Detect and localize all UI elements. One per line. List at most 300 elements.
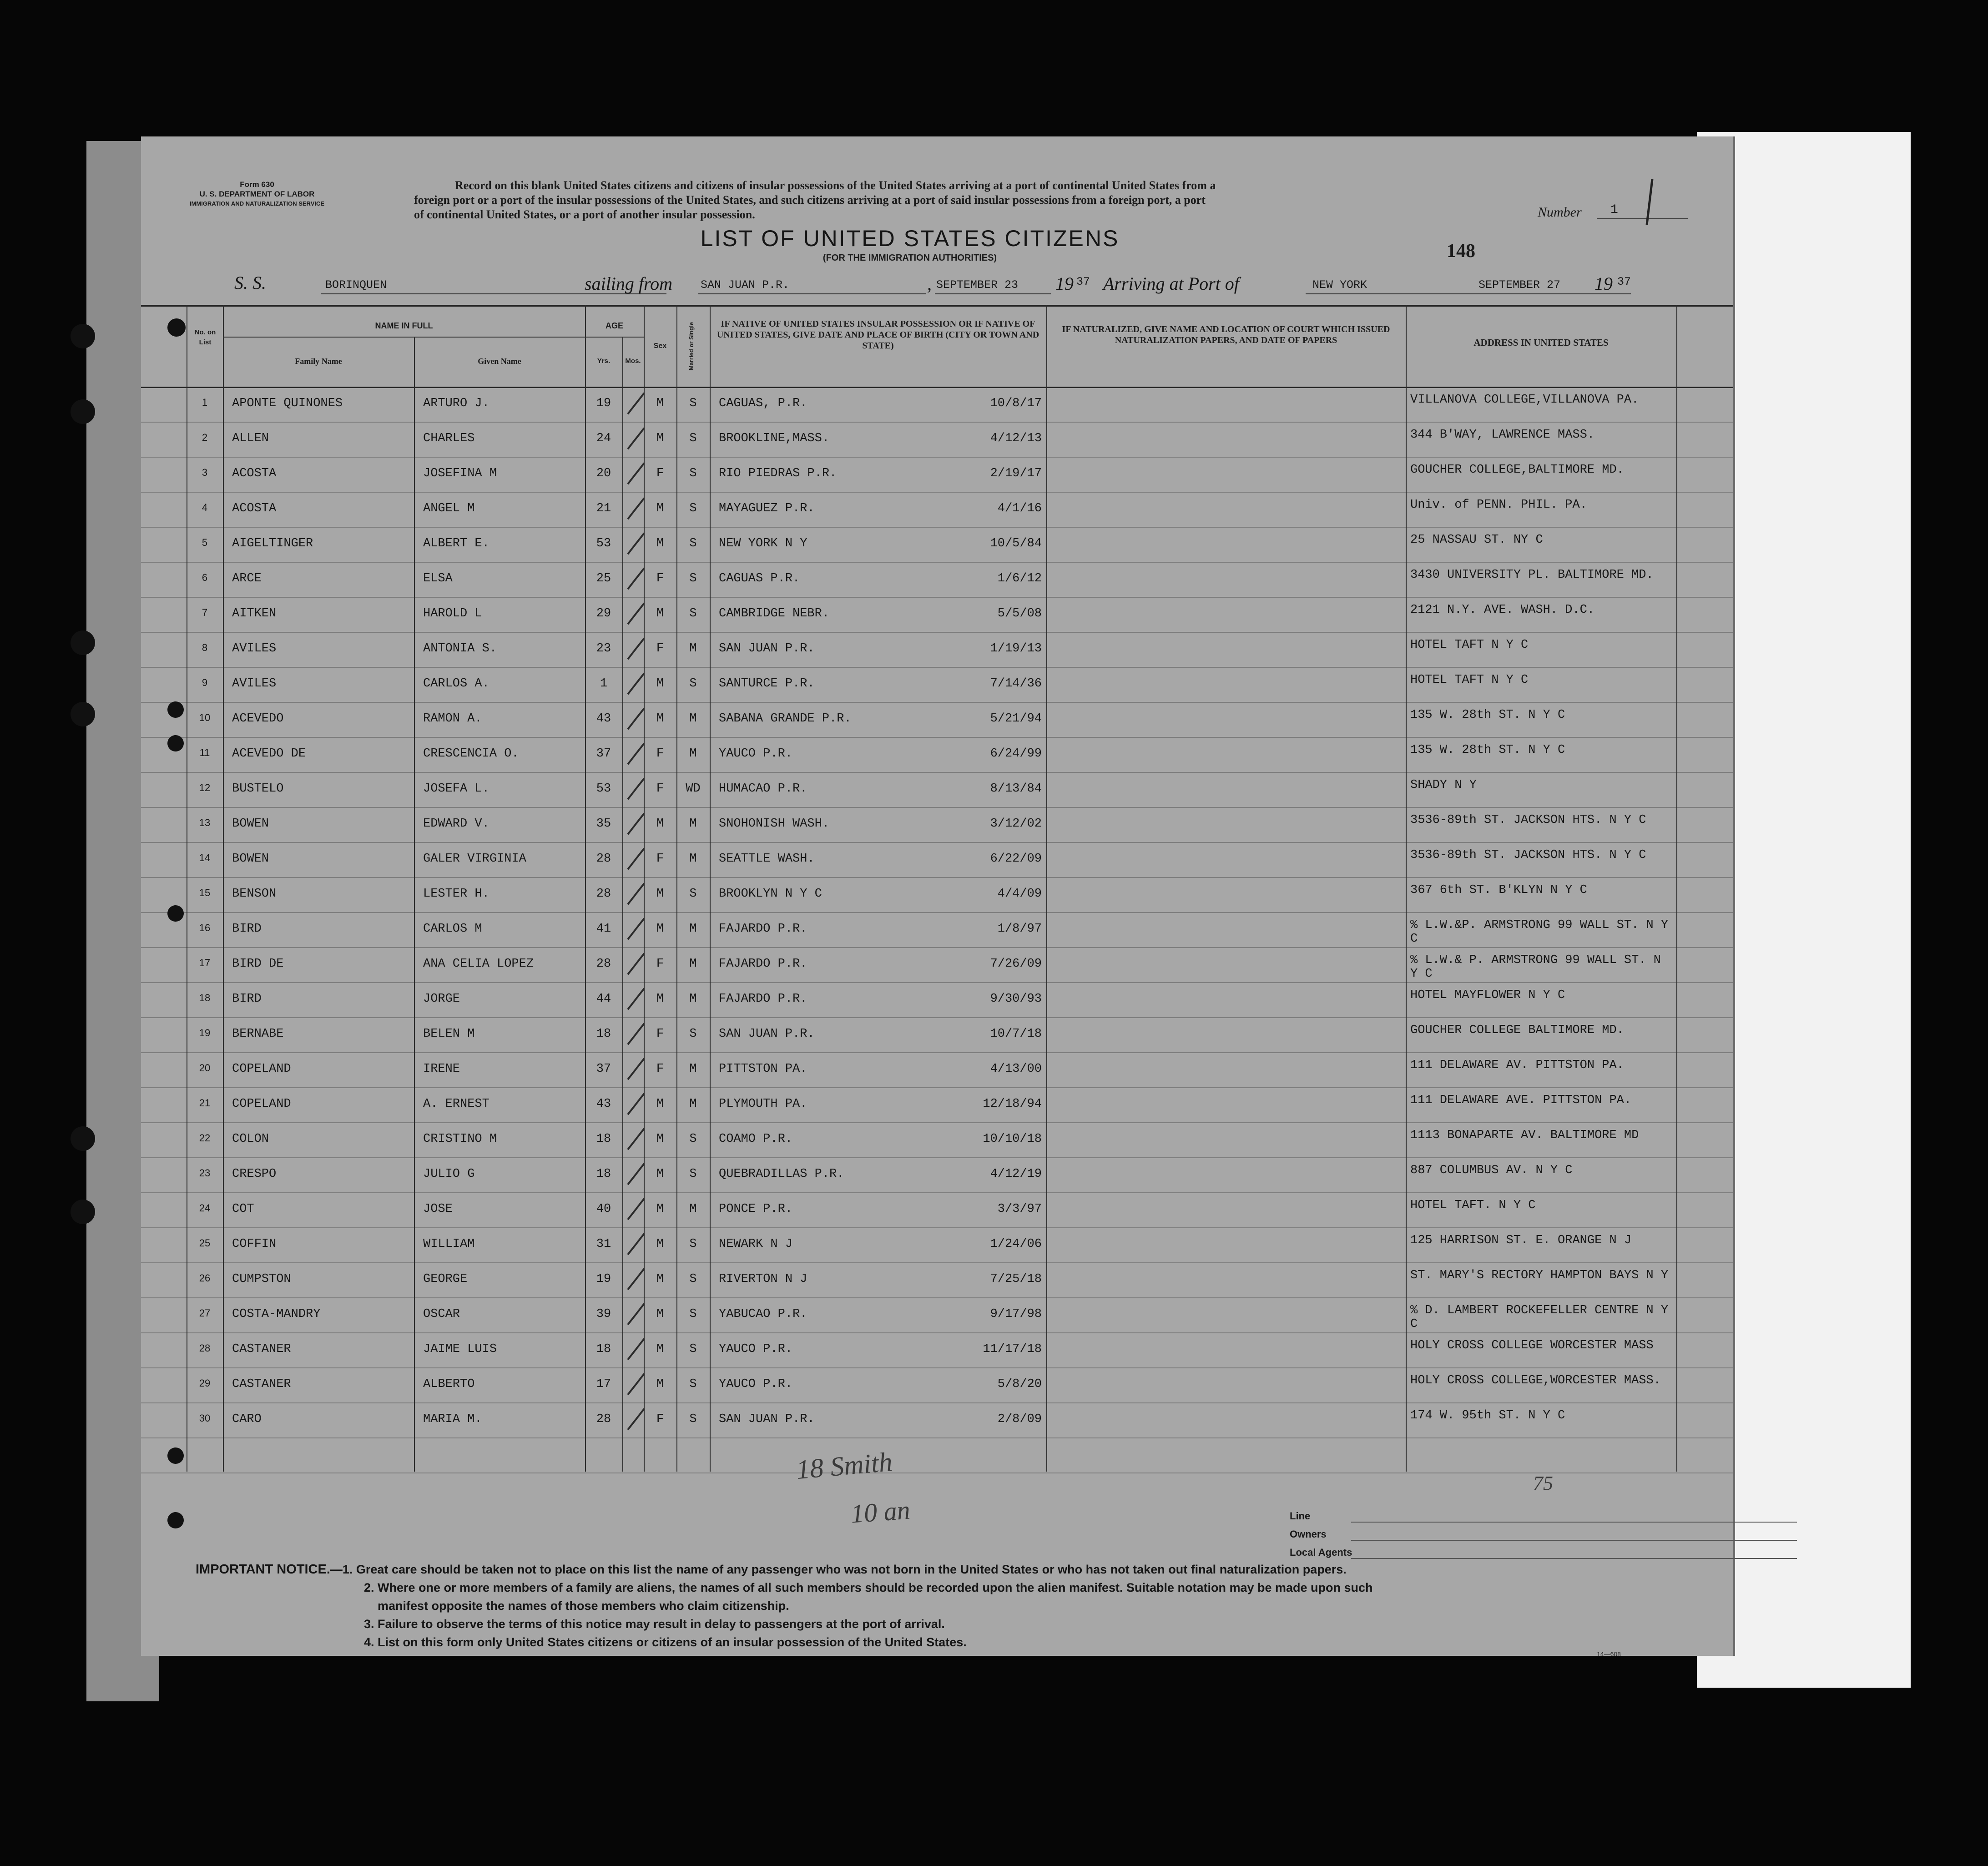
cell-no: 2	[202, 432, 208, 443]
cell-age: 21	[596, 502, 611, 515]
cell-date: 9/30/93	[990, 992, 1042, 1006]
cell-ms: S	[689, 432, 697, 445]
cell-sex: M	[656, 1377, 664, 1391]
check-mark-icon	[626, 600, 646, 628]
cell-place: CAGUAS, P.R.	[719, 397, 807, 410]
cell-place: FAJARDO P.R.	[719, 992, 807, 1006]
col-rule	[1676, 305, 1677, 1472]
cell-address: 1113 BONAPARTE AV. BALTIMORE MD	[1410, 1129, 1639, 1142]
binder-hole	[167, 905, 184, 922]
cell-sex: M	[656, 1167, 664, 1181]
cell-family: ALLEN	[232, 432, 269, 445]
cell-date: 4/13/00	[990, 1062, 1042, 1076]
port-from-underline	[698, 293, 926, 294]
cell-no: 15	[199, 887, 211, 898]
preamble-line: foreign port or a port of the insular possessions of the United States, and such citizens arriving at a port of said insular possessions from a foreign port, a port	[414, 193, 1206, 207]
check-mark-icon	[626, 811, 646, 838]
cell-place: YAUCO P.R.	[719, 747, 793, 761]
row-rule	[141, 877, 1733, 878]
cell-place: PLYMOUTH PA.	[719, 1097, 807, 1111]
page-title: LIST OF UNITED STATES CITIZENS	[700, 226, 1120, 251]
cell-ms: M	[689, 1202, 697, 1216]
cell-sex: M	[656, 677, 664, 691]
arrive-date: SEPTEMBER 27	[1478, 278, 1561, 292]
cell-given: ANGEL M	[423, 502, 475, 515]
owners-label: Owners	[1290, 1528, 1327, 1540]
cell-sex: M	[656, 887, 664, 901]
header-sex: Sex	[653, 342, 667, 350]
cell-place: HUMACAO P.R.	[719, 782, 807, 796]
row-rule	[141, 702, 1733, 703]
cell-given: HAROLD L	[423, 607, 482, 620]
notice-line-1	[196, 1560, 1606, 1579]
cell-place: YAUCO P.R.	[719, 1377, 793, 1391]
cell-date: 4/1/16	[997, 502, 1042, 515]
cell-given: JORGE	[423, 992, 460, 1006]
cell-sex: F	[656, 852, 664, 866]
cell-ms: S	[689, 1167, 697, 1181]
cell-address: Univ. of PENN. PHIL. PA.	[1410, 498, 1587, 512]
cell-ms: S	[689, 397, 697, 410]
cell-age: 18	[596, 1342, 611, 1356]
cell-no: 26	[199, 1272, 211, 1284]
check-mark-icon	[626, 951, 646, 978]
cell-address: HOTEL TAFT N Y C	[1410, 673, 1529, 687]
binder-hole	[71, 399, 95, 424]
row-rule	[141, 422, 1733, 423]
row-rule	[141, 1262, 1733, 1263]
cell-no: 8	[202, 642, 208, 653]
row-rule	[141, 667, 1733, 668]
cell-no: 9	[202, 677, 208, 688]
page-subtitle: (FOR THE IMMIGRATION AUTHORITIES)	[822, 253, 997, 263]
check-mark-icon	[626, 460, 646, 488]
col-rule	[414, 337, 415, 1472]
cell-date: 1/8/97	[997, 922, 1042, 936]
cell-family: BIRD	[232, 992, 262, 1006]
cell-place: PONCE P.R.	[719, 1202, 793, 1216]
notice-item-3: 3. Failure to observe the terms of this notice may result in delay to passengers at the port of arrival.	[364, 1617, 945, 1631]
cell-address: 367 6th ST. B'KLYN N Y C	[1410, 883, 1587, 897]
cell-date: 4/4/09	[997, 887, 1042, 901]
cell-age: 28	[596, 852, 611, 866]
form-number: Form 630	[240, 180, 274, 189]
cell-age: 17	[596, 1377, 611, 1391]
cell-given: ELSA	[423, 572, 453, 585]
cell-address: 3536-89th ST. JACKSON HTS. N Y C	[1410, 813, 1646, 827]
cell-ms: S	[689, 1237, 697, 1251]
cell-ms: S	[689, 502, 697, 515]
cell-date: 10/7/18	[990, 1027, 1042, 1041]
cell-address: GOUCHER COLLEGE BALTIMORE MD.	[1410, 1024, 1624, 1037]
cell-family: BIRD	[232, 922, 262, 936]
cell-date: 7/25/18	[990, 1272, 1042, 1286]
cell-place: FAJARDO P.R.	[719, 957, 807, 971]
cell-ms: S	[689, 1027, 697, 1041]
depart-date-underline	[935, 293, 1051, 294]
number-value: 1	[1610, 203, 1618, 217]
cell-family: AVILES	[232, 677, 277, 691]
cell-family: AVILES	[232, 642, 277, 656]
cell-age: 35	[596, 817, 611, 831]
check-mark-icon	[626, 776, 646, 803]
cell-age: 28	[596, 1412, 611, 1426]
cell-date: 10/8/17	[990, 397, 1042, 410]
cell-place: BROOKLYN N Y C	[719, 887, 822, 901]
col-rule	[710, 305, 711, 1472]
binder-hole	[71, 1200, 95, 1224]
binder-hole	[167, 1512, 184, 1528]
cell-family: CARO	[232, 1412, 262, 1426]
cell-age: 25	[596, 572, 611, 585]
ss-label: S. S.	[234, 272, 266, 293]
cell-given: GALER VIRGINIA	[423, 852, 526, 866]
cell-family: BENSON	[232, 887, 277, 901]
col-rule	[622, 337, 623, 1472]
cell-age: 18	[596, 1027, 611, 1041]
cell-no: 27	[199, 1307, 211, 1319]
col-rule	[1046, 305, 1047, 1472]
cell-sex: M	[656, 992, 664, 1006]
arriving-label: Arriving at Port of	[1103, 273, 1239, 294]
cell-place: YAUCO P.R.	[719, 1342, 793, 1356]
row-rule	[141, 1087, 1733, 1088]
cell-given: ANTONIA S.	[423, 642, 497, 656]
header-naturalized: IF NATURALIZED, GIVE NAME AND LOCATION OF COURT WHICH ISSUED NATURALIZATION PAPERS, AND DATE OF PAPERS	[1062, 324, 1390, 345]
cell-place: QUEBRADILLAS P.R.	[719, 1167, 844, 1181]
cell-no: 18	[199, 992, 211, 1004]
cell-sex: F	[656, 747, 664, 761]
depart-date: SEPTEMBER 23	[936, 278, 1019, 292]
cell-ms: M	[689, 712, 697, 726]
cell-family: BERNABE	[232, 1027, 284, 1041]
local-agents-label: Local Agents	[1290, 1547, 1352, 1558]
cell-age: 37	[596, 1062, 611, 1076]
cell-address: 111 DELAWARE AVE. PITTSTON PA.	[1410, 1094, 1632, 1107]
row-rule	[141, 982, 1733, 983]
ship-name: BORINQUEN	[325, 278, 387, 292]
cell-place: SAN JUAN P.R.	[719, 1412, 815, 1426]
manifest-number: 148	[1447, 241, 1475, 262]
row-rule	[141, 1192, 1733, 1193]
check-mark-icon	[626, 635, 646, 663]
check-mark-icon	[626, 1266, 646, 1293]
cell-ms: S	[689, 1132, 697, 1146]
row-rule	[141, 842, 1733, 843]
cell-place: CAGUAS P.R.	[719, 572, 800, 585]
manifest-sheet	[141, 136, 1735, 1656]
header-name-in-full: NAME IN FULL	[375, 321, 433, 330]
cell-no: 20	[199, 1062, 211, 1074]
row-rule	[141, 492, 1733, 493]
row-rule	[141, 1332, 1733, 1333]
handwritten-note: 18 Smith	[795, 1446, 894, 1485]
cell-address: 344 B'WAY, LAWRENCE MASS.	[1410, 428, 1595, 442]
check-mark-icon	[626, 565, 646, 593]
cell-given: JULIO G	[423, 1167, 475, 1181]
cell-family: BOWEN	[232, 852, 269, 866]
cell-date: 5/5/08	[997, 607, 1042, 620]
header-married-single: Married or Single	[688, 322, 695, 371]
cell-no: 19	[199, 1027, 211, 1039]
cell-sex: M	[656, 397, 664, 410]
check-mark-icon	[626, 1371, 646, 1398]
check-mark-icon	[626, 1196, 646, 1223]
cell-place: FAJARDO P.R.	[719, 922, 807, 936]
cell-date: 9/17/98	[990, 1307, 1042, 1321]
cell-date: 4/12/19	[990, 1167, 1042, 1181]
important-notice	[196, 1560, 1606, 1651]
row-rule	[141, 1157, 1733, 1158]
cell-ms: WD	[686, 782, 701, 796]
cell-place: RIVERTON N J	[719, 1272, 807, 1286]
cell-place: SABANA GRANDE P.R.	[719, 712, 852, 726]
cell-age: 37	[596, 747, 611, 761]
cell-place: SANTURCE P.R.	[719, 677, 815, 691]
cell-address: ST. MARY'S RECTORY HAMPTON BAYS N Y	[1410, 1269, 1669, 1282]
cell-date: 8/13/84	[990, 782, 1042, 796]
row-rule	[141, 1367, 1733, 1368]
cell-date: 7/26/09	[990, 957, 1042, 971]
cell-sex: F	[656, 1027, 664, 1041]
cell-family: CUMPSTON	[232, 1272, 291, 1286]
handwritten-note: 10 an	[849, 1495, 911, 1529]
cell-given: ARTURO J.	[423, 397, 489, 410]
row-rule	[141, 562, 1733, 563]
line-label: Line	[1290, 1510, 1311, 1522]
cell-ms: M	[689, 747, 697, 761]
cell-sex: M	[656, 1342, 664, 1356]
cell-given: JOSEFINA M	[423, 467, 497, 480]
preamble-line: of continental United States, or a port of another insular possession.	[414, 208, 755, 221]
cell-family: COPELAND	[232, 1062, 291, 1076]
cell-given: JOSEFA L.	[423, 782, 489, 796]
cell-no: 24	[199, 1202, 211, 1214]
cell-sex: M	[656, 607, 664, 620]
cell-sex: M	[656, 817, 664, 831]
row-rule	[141, 632, 1733, 633]
cell-address: % L.W.&P. ARMSTRONG 99 WALL ST. N Y C	[1410, 918, 1669, 946]
cell-no: 3	[202, 467, 208, 478]
cell-no: 28	[199, 1342, 211, 1354]
check-mark-icon	[626, 390, 646, 418]
cell-address: 125 HARRISON ST. E. ORANGE N J	[1410, 1234, 1632, 1247]
cell-age: 20	[596, 467, 611, 480]
cell-date: 12/18/94	[983, 1097, 1042, 1111]
cell-address: 135 W. 28th ST. N Y C	[1410, 708, 1565, 722]
binder-hole	[167, 1447, 184, 1464]
cell-given: CRISTINO M	[423, 1132, 497, 1146]
form-identifier	[182, 180, 332, 208]
check-mark-icon	[626, 846, 646, 873]
cell-date: 1/19/13	[990, 642, 1042, 656]
form-code: 14—608	[1597, 1650, 1621, 1658]
form-preamble	[414, 178, 1597, 222]
check-mark-icon	[626, 986, 646, 1013]
check-mark-icon	[626, 706, 646, 733]
cell-given: LESTER H.	[423, 887, 489, 901]
cell-given: CHARLES	[423, 432, 475, 445]
cell-given: JOSE	[423, 1202, 453, 1216]
cell-age: 19	[596, 397, 611, 410]
cell-given: IRENE	[423, 1062, 460, 1076]
cell-ms: S	[689, 1412, 697, 1426]
cell-ms: S	[689, 1272, 697, 1286]
cell-family: CASTANER	[232, 1377, 291, 1391]
cell-ms: S	[689, 1307, 697, 1321]
cell-given: CRESCENCIA O.	[423, 747, 519, 761]
header-months: Mos.	[625, 357, 641, 365]
handwritten-total: 75	[1533, 1472, 1553, 1494]
cell-no: 21	[199, 1097, 211, 1109]
arrive-year: 37	[1617, 275, 1631, 288]
cell-ms: M	[689, 852, 697, 866]
cell-no: 29	[199, 1377, 211, 1389]
row-rule	[141, 457, 1733, 458]
preamble-line: Record on this blank United States citizens and citizens of insular possessions of the United States arriving at a port of continental United States from a	[455, 179, 1216, 192]
cell-ms: S	[689, 537, 697, 550]
cell-date: 7/14/36	[990, 677, 1042, 691]
cell-sex: M	[656, 1097, 664, 1111]
row-rule	[141, 1437, 1733, 1438]
notice-item-4: 4. List on this form only United States citizens or citizens of an insular possession of the United States.	[364, 1635, 967, 1649]
cell-no: 16	[199, 922, 211, 933]
cell-no: 23	[199, 1167, 211, 1179]
row-rule	[141, 1297, 1733, 1298]
cell-ms: M	[689, 1097, 697, 1111]
cell-place: BROOKLINE,MASS.	[719, 432, 830, 445]
cell-date: 5/8/20	[997, 1377, 1042, 1391]
cell-given: MARIA M.	[423, 1412, 482, 1426]
cell-place: COAMO P.R.	[719, 1132, 793, 1146]
row-rule	[141, 807, 1733, 808]
cell-address: 3430 UNIVERSITY PL. BALTIMORE MD.	[1410, 568, 1654, 582]
sailing-from-label: sailing from	[585, 273, 672, 294]
check-mark-icon	[626, 916, 646, 943]
cell-age: 39	[596, 1307, 611, 1321]
port-from: SAN JUAN P.R.	[701, 278, 790, 292]
department-name: U. S. DEPARTMENT OF LABOR	[199, 190, 315, 198]
cell-ms: M	[689, 817, 697, 831]
binder-hole	[167, 318, 186, 337]
header-years: Yrs.	[597, 357, 611, 365]
header-age: AGE	[605, 321, 623, 330]
notice-lead: IMPORTANT NOTICE.	[196, 1562, 330, 1577]
cell-given: BELEN M	[423, 1027, 475, 1041]
cell-ms: S	[689, 607, 697, 620]
cell-place: MAYAGUEZ P.R.	[719, 502, 815, 515]
cell-family: ARCE	[232, 572, 262, 585]
cell-sex: F	[656, 467, 664, 480]
cell-age: 44	[596, 992, 611, 1006]
cell-date: 11/17/18	[983, 1342, 1042, 1356]
cell-sex: M	[656, 1307, 664, 1321]
cell-address: 174 W. 95th ST. N Y C	[1410, 1409, 1565, 1422]
cell-address: HOTEL TAFT N Y C	[1410, 638, 1529, 652]
notice-item-2: 2. Where one or more members of a family are aliens, the names of all such members should be recorded upon the alien manifest. Suitable notation may be made upon such	[364, 1581, 1373, 1594]
cell-sex: F	[656, 957, 664, 971]
header-no: No. on List	[194, 328, 216, 346]
cell-sex: F	[656, 642, 664, 656]
cell-given: GEORGE	[423, 1272, 468, 1286]
binder-hole	[71, 702, 95, 726]
cell-address: 3536-89th ST. JACKSON HTS. N Y C	[1410, 848, 1646, 862]
cell-date: 6/24/99	[990, 747, 1042, 761]
cell-place: SNOHONISH WASH.	[719, 817, 830, 831]
cell-address: 135 W. 28th ST. N Y C	[1410, 743, 1565, 757]
cell-sex: M	[656, 432, 664, 445]
header-bottom-border	[141, 387, 1733, 388]
cell-age: 53	[596, 782, 611, 796]
cell-sex: F	[656, 1062, 664, 1076]
cell-age: 18	[596, 1132, 611, 1146]
cell-family: AITKEN	[232, 607, 277, 620]
table-top-border	[141, 305, 1733, 307]
row-rule	[141, 912, 1733, 913]
cell-place: YABUCAO P.R.	[719, 1307, 807, 1321]
cell-sex: M	[656, 502, 664, 515]
check-mark-icon	[626, 1021, 646, 1048]
cell-place: CAMBRIDGE NEBR.	[719, 607, 830, 620]
cell-ms: S	[689, 1377, 697, 1391]
check-mark-icon	[626, 1301, 646, 1328]
service-name: IMMIGRATION AND NATURALIZATION SERVICE	[189, 200, 325, 207]
cell-sex: F	[656, 572, 664, 585]
cell-no: 17	[199, 957, 211, 968]
cell-family: COPELAND	[232, 1097, 291, 1111]
row-rule	[141, 1052, 1733, 1053]
cell-family: BUSTELO	[232, 782, 284, 796]
row-rule	[141, 1402, 1733, 1403]
owners-field	[1351, 1540, 1797, 1541]
comma: ,	[927, 273, 932, 294]
line-field	[1351, 1522, 1797, 1523]
header-family-name: Family Name	[295, 357, 342, 366]
binder-hole	[167, 735, 184, 751]
cell-given: WILLIAM	[423, 1237, 475, 1251]
cell-family: COFFIN	[232, 1237, 277, 1251]
cell-date: 3/3/97	[997, 1202, 1042, 1216]
cell-address: HOTEL MAYFLOWER N Y C	[1410, 988, 1565, 1002]
header-address: ADDRESS IN UNITED STATES	[1473, 337, 1609, 348]
cell-ms: S	[689, 467, 697, 480]
check-mark-icon	[626, 1406, 646, 1433]
cell-sex: M	[656, 1272, 664, 1286]
row-rule	[141, 737, 1733, 738]
row-rule	[141, 527, 1733, 528]
cell-family: APONTE QUINONES	[232, 397, 343, 410]
cell-given: CARLOS M	[423, 922, 482, 936]
check-mark-icon	[626, 530, 646, 558]
row-rule	[141, 772, 1733, 773]
notice-item-1: —1. Great care should be taken not to place on this list the name of any passenger who was not born in the United States or who has not taken out final naturalization papers.	[330, 1563, 1347, 1576]
cell-address: HOTEL TAFT. N Y C	[1410, 1199, 1536, 1212]
cell-no: 1	[202, 397, 208, 408]
cell-ms: S	[689, 572, 697, 585]
check-mark-icon	[626, 881, 646, 908]
cell-age: 41	[596, 922, 611, 936]
cell-given: ANA CELIA LOPEZ	[423, 957, 534, 971]
cell-place: SEATTLE WASH.	[719, 852, 815, 866]
cell-no: 4	[202, 502, 208, 513]
local-agents-field	[1351, 1558, 1797, 1559]
cell-sex: M	[656, 1237, 664, 1251]
handwritten-number-mark	[1642, 177, 1656, 227]
col-rule	[223, 305, 224, 1472]
cell-no: 11	[199, 747, 210, 758]
cell-address: % D. LAMBERT ROCKEFELLER CENTRE N Y C	[1410, 1304, 1669, 1331]
cell-no: 10	[199, 712, 211, 723]
